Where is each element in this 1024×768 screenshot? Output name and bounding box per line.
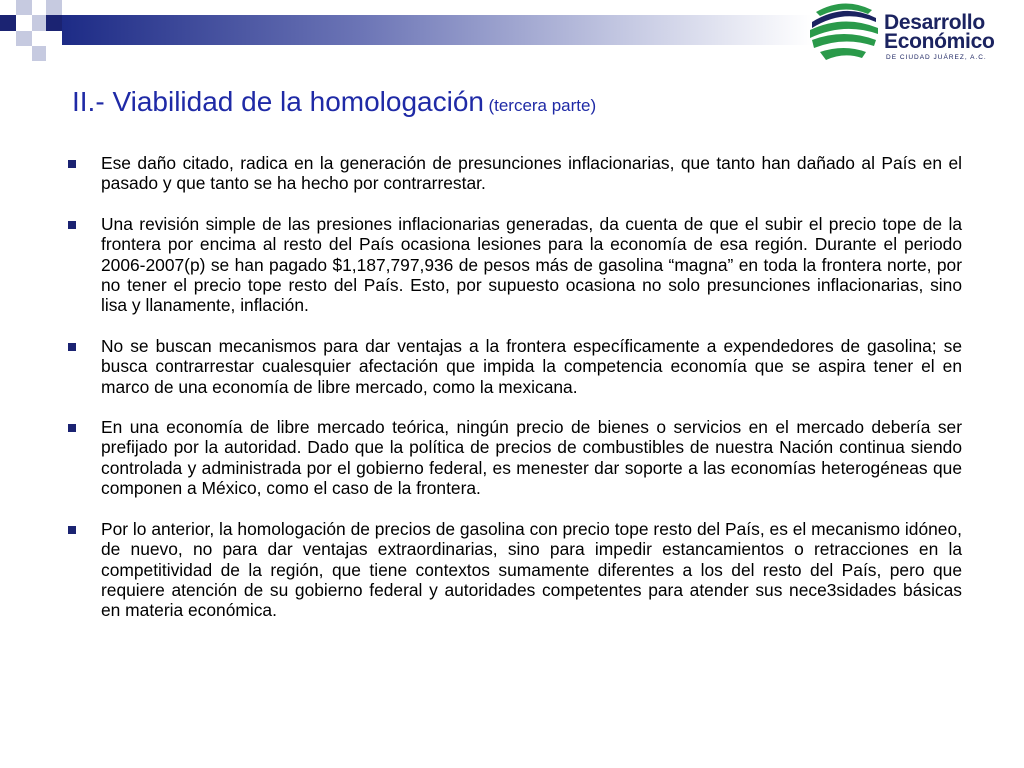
logo xyxy=(806,0,1024,68)
square-bullet-icon xyxy=(68,343,76,351)
slide-title xyxy=(72,84,596,125)
square-bullet-icon xyxy=(68,160,76,168)
bullet-text: Una revisión simple de las presiones inflacionarias generadas, da cuenta de que el subir el precio tope de la frontera por encima al resto del País ocasiona lesiones para la economía de esa región. Durante el periodo 2006-2007(p) se han pagado $1,187,797,936 de pesos más de gasolina “magna” en toda la frontera norte, por no tener el precio tope resto del País. Esto, por supuesto ocasiona no solo presunciones inflacionarias, sino lisa y llanamente, inflación. xyxy=(101,213,962,316)
bullet-text: Por lo anterior, la homologación de precios de gasolina con precio tope resto del País, es el mecanismo idóneo, de nuevo, no para dar ventajas extraordinarias, sino para impedir estancamientos o retracciones en la competitividad de la región, que tiene contextos sumamente diferentes a los del resto del País, pero que requiere atención de su gobierno federal y autoridades competentes para atender sus nece3sidades básicas en materia económica. xyxy=(101,518,962,621)
bullet-item xyxy=(64,214,962,316)
decor-square-3 xyxy=(46,0,62,15)
bullet-text: En una economía de libre mercado teórica, ningún precio de bienes o servicios en el mercado debería ser prefijado por la autoridad. Dado que la política de precios de combustibles de nuestra Nación continua siendo controlada y administrada por el gobierno federal, es menester dar soporte a las economías heterogéneas que componen a México, como el caso de la frontera. xyxy=(101,417,962,499)
logo-name-line2: Económico xyxy=(884,30,995,53)
logo-globe-icon xyxy=(806,0,882,68)
logo-name-line1: Desarrollo xyxy=(884,11,985,34)
square-bullet-icon xyxy=(68,526,76,534)
decor-square-1 xyxy=(0,0,16,15)
decor-square-7 xyxy=(16,31,32,46)
decor-square-8 xyxy=(32,46,46,61)
decor-square-4 xyxy=(0,15,16,31)
logo-subtitle: DE CIUDAD JUÁREZ, A.C. xyxy=(886,54,987,61)
slide-title-main: II.- Viabilidad de la homologación xyxy=(72,86,484,117)
bullet-list xyxy=(64,153,962,641)
square-bullet-icon xyxy=(68,221,76,229)
bullet-item xyxy=(64,519,962,621)
decor-square-5 xyxy=(32,15,46,31)
decor-square-6 xyxy=(46,15,62,31)
bullet-item xyxy=(64,336,962,397)
bullet-item xyxy=(64,153,962,194)
bullet-item xyxy=(64,417,962,499)
slide-title-sub: (tercera parte) xyxy=(488,96,597,115)
square-bullet-icon xyxy=(68,424,76,432)
bullet-text: Ese daño citado, radica en la generación de presunciones inflacionarias, que tanto han dañado al País en el pasado y que tanto se ha hecho por contrarrestar. xyxy=(101,153,962,194)
header-gradient-bar xyxy=(62,15,812,45)
bullet-text: No se buscan mecanismos para dar ventajas a la frontera específicamente a expendedores de gasolina; se busca contrarrestar cualesquier afectación que impida la competencia economía que se aspira tener el en marco de una economía de libre mercado, como la mexicana. xyxy=(101,335,962,397)
decor-square-2 xyxy=(16,0,32,15)
